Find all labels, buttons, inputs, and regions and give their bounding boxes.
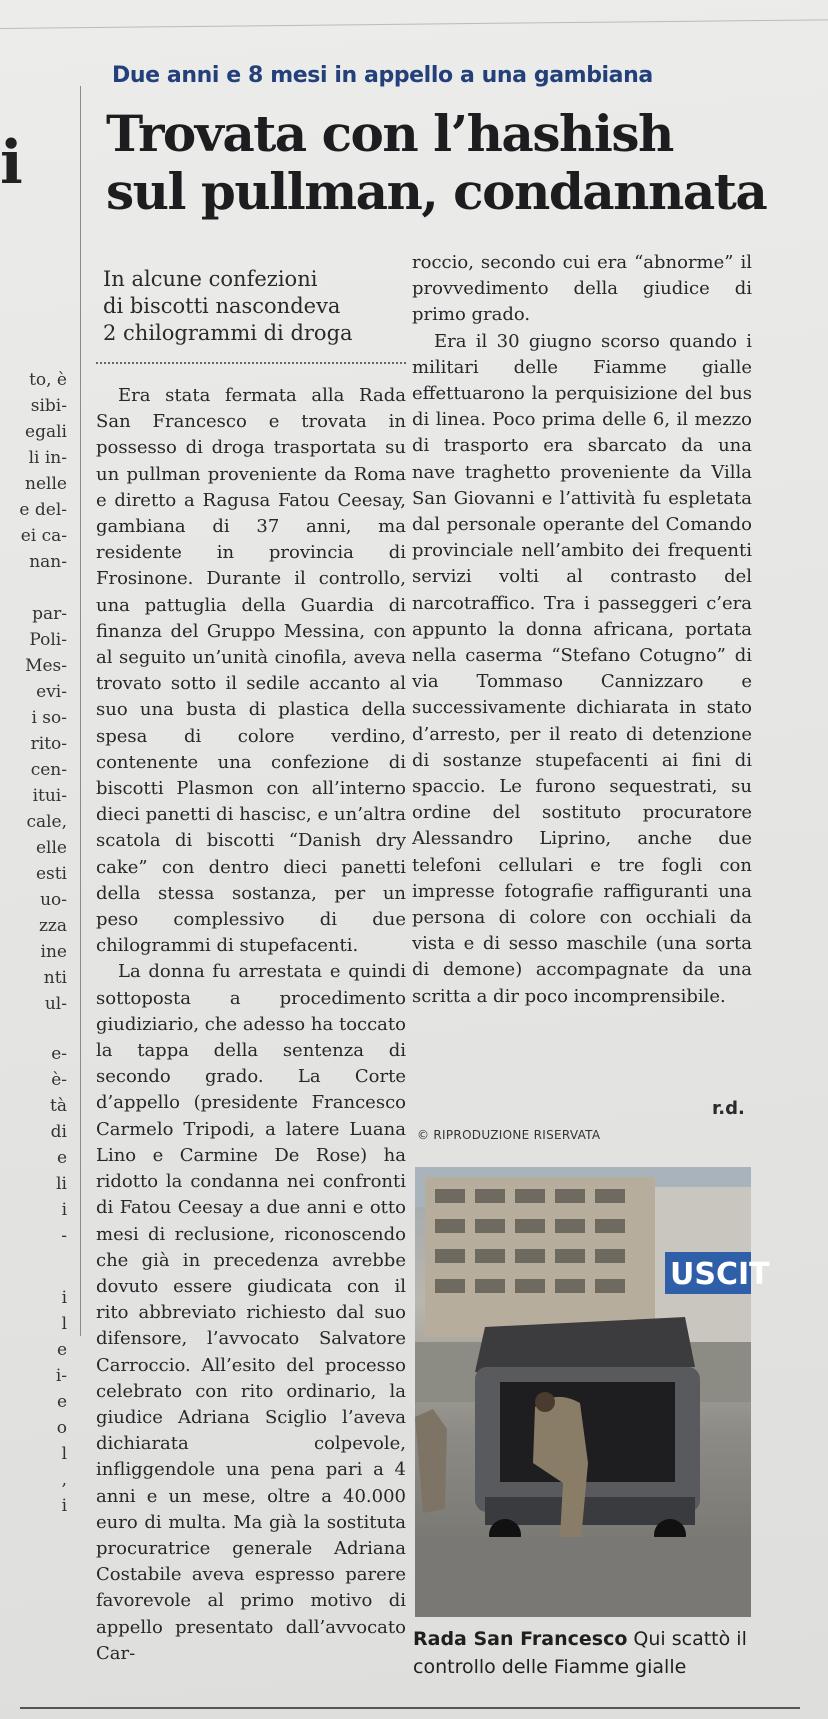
caption-text: Qui scattò il controllo delle Fiamme gialle	[413, 1628, 747, 1678]
adjacent-text-fragment: e	[56, 1148, 67, 1168]
subheadline-line-3: 2 chilogrammi di droga	[103, 321, 353, 345]
adjacent-text-fragment: l	[61, 1444, 67, 1464]
adjacent-text-fragment: itui-	[32, 786, 67, 806]
headline-line-2: sul pullman, condannata	[106, 162, 767, 221]
adjacent-text-fragment: è-	[51, 1070, 67, 1090]
photo-caption	[413, 1625, 758, 1681]
adjacent-text-fragment: esti	[35, 864, 67, 884]
right-paragraph-2: Era il 30 giugno scorso quando i militari delle Fiamme gialle effettuarono la perquisizione del bus di linea. Poco prima delle 6, il mezzo di trasporto era sbarcato da una nave traghetto proveniente da Villa San Giovanni e l’attività fu espletata dal personale operante del Comando provinciale nell’ambito dei frequenti servizi volti al contrasto del narcotraffico. Tra i passeggeri c’era appunto la donna africana, portata nella caserma “Stefano Cotugno” di via Tommaso Cannizzaro e successivamente dichiarata in stato d’arresto, per il reato di detenzione di sostanze stupefacenti ai fini di spaccio. Le furono sequestrati, su ordine del sostituto procuratore Alessandro Liprino, anche due telefoni cellulari e tre fogli con impresse fotografie raffiguranti una persona di colore con occhiali da vista e di sesso maschile (una sorta di demone) accompagnate da una scritta a dir poco incomprensibile.	[412, 330, 752, 1007]
right-paragraph-1: roccio, secondo cui era “abnorme” il provvedimento della giudice di primo grado.	[412, 252, 752, 326]
adjacent-text-fragment: o	[56, 1418, 67, 1438]
adjacent-text-fragment: ul-	[44, 994, 67, 1014]
adjacent-text-fragment: -	[61, 1226, 67, 1246]
caption-location: Rada San Francesco	[413, 1628, 628, 1650]
headline-line-1: Trovata con l’hashish	[106, 104, 673, 163]
adjacent-text-fragment: par-	[32, 604, 67, 624]
adjacent-text-fragment: i so-	[31, 708, 67, 728]
adjacent-text-fragment: l	[61, 1314, 67, 1334]
dotted-separator	[96, 362, 406, 364]
adjacent-headline-fragment: i	[0, 128, 23, 198]
adjacent-text-fragment: to, è	[29, 370, 67, 390]
adjacent-text-fragment: ei ca-	[20, 526, 67, 546]
adjacent-text-fragment: e	[56, 1340, 67, 1360]
adjacent-text-fragment: li	[56, 1174, 67, 1194]
right-column	[412, 250, 752, 1010]
bottom-rule	[20, 1707, 800, 1709]
author-signature: r.d.	[712, 1098, 745, 1119]
adjacent-text-fragment: sibi-	[30, 396, 67, 416]
adjacent-text-fragment: e	[56, 1392, 67, 1412]
adjacent-text-fragment: tà	[50, 1096, 67, 1116]
adjacent-text-fragment: e del-	[19, 500, 67, 520]
copyright-notice: © RIPRODUZIONE RISERVATA	[417, 1128, 601, 1142]
adjacent-text-fragment: ine	[40, 942, 67, 962]
adjacent-text-fragment: i	[61, 1288, 67, 1308]
adjacent-text-fragment: cale,	[26, 812, 67, 832]
adjacent-text-fragment: cen-	[30, 760, 67, 780]
adjacent-text-fragment: nti	[43, 968, 67, 988]
adjacent-text-fragment: i-	[55, 1366, 67, 1386]
column-divider	[80, 86, 81, 1336]
adjacent-text-fragment: li in-	[28, 448, 67, 468]
adjacent-text-fragment: nelle	[25, 474, 67, 494]
subheadline	[103, 266, 353, 347]
adjacent-text-fragment: elle	[36, 838, 67, 858]
left-paragraph-2: La donna fu arrestata e quindi sottoposta a procedimento giudiziario, che adesso ha toccato la tappa della sentenza di secondo grado. La Corte d’appello (presidente Francesco Carmelo Tripodi, a latere Luana Lino e Carmine De Rose) ha ridotto la condanna nei confronti di Fatou Ceesay a due anni e otto mesi di reclusione, riconoscendo che già in precedenza avrebbe dovuto essere giudicata con il rito abbreviato richiesto dal suo difensore, l’avvocato Salvatore Carroccio. All’esito del processo celebrato con rito ordinario, la giudice Adriana Sciglio l’aveva dichiarata colpevole, infliggendole una pena pari a 4 anni e un mese, oltre a 40.000 euro di multa. Ma già la sostituta procuratrice generale Adriana Costabile aveva espresso parere favorevole al primo motivo di appello presentato dall’avvocato Car-	[96, 961, 406, 1664]
left-column	[96, 383, 406, 1667]
adjacent-text-fragment: nan-	[29, 552, 67, 572]
news-photo	[415, 1167, 770, 1617]
adjacent-text-fragment: i	[61, 1200, 67, 1220]
subheadline-line-2: di biscotti nascondeva	[103, 294, 341, 318]
top-rule	[0, 19, 828, 29]
adjacent-text-fragment: e-	[51, 1044, 67, 1064]
adjacent-text-fragment: Mes-	[25, 656, 67, 676]
adjacent-text-fragment: i	[61, 1496, 67, 1516]
adjacent-text-fragment: evi-	[36, 682, 67, 702]
adjacent-text-fragment: zza	[38, 916, 67, 936]
adjacent-text-fragment: di	[50, 1122, 67, 1142]
subheadline-line-1: In alcune confezioni	[103, 267, 318, 291]
photo-sign-text: USCIT	[670, 1257, 770, 1292]
headline	[106, 105, 766, 221]
adjacent-text-fragment: egali	[25, 422, 67, 442]
adjacent-text-fragment: rito-	[30, 734, 67, 754]
adjacent-text-fragment: Poli-	[29, 630, 67, 650]
left-paragraph-1: Era stata fermata alla Rada San Francesco e trovata in possesso di droga trasportata su un pullman proveniente da Roma e diretto a Ragusa Fatou Ceesay, gambiana di 37 anni, ma residente in provincia di Frosinone. Durante il controllo, una pattuglia della Guardia di finanza del Gruppo Messina, con al seguito un’unità cinofila, aveva trovato sotto il sedile accanto al suo una busta di plastica della spesa di colore verdino, contenente una confezione di biscotti Plasmon con all’interno dieci panetti di hascisc, e un’altra scatola di biscotti “Danish dry cake” con dentro dieci panetti della stessa sostanza, per un peso complessivo di due chilogrammi di stupefacenti.	[96, 385, 406, 957]
adjacent-article-strip	[0, 0, 75, 1719]
photo-illustration	[415, 1167, 770, 1617]
kicker: Due anni e 8 mesi in appello a una gambiana	[112, 63, 653, 88]
adjacent-text-fragment: ,	[61, 1470, 67, 1490]
adjacent-text-fragment: uo-	[40, 890, 67, 910]
